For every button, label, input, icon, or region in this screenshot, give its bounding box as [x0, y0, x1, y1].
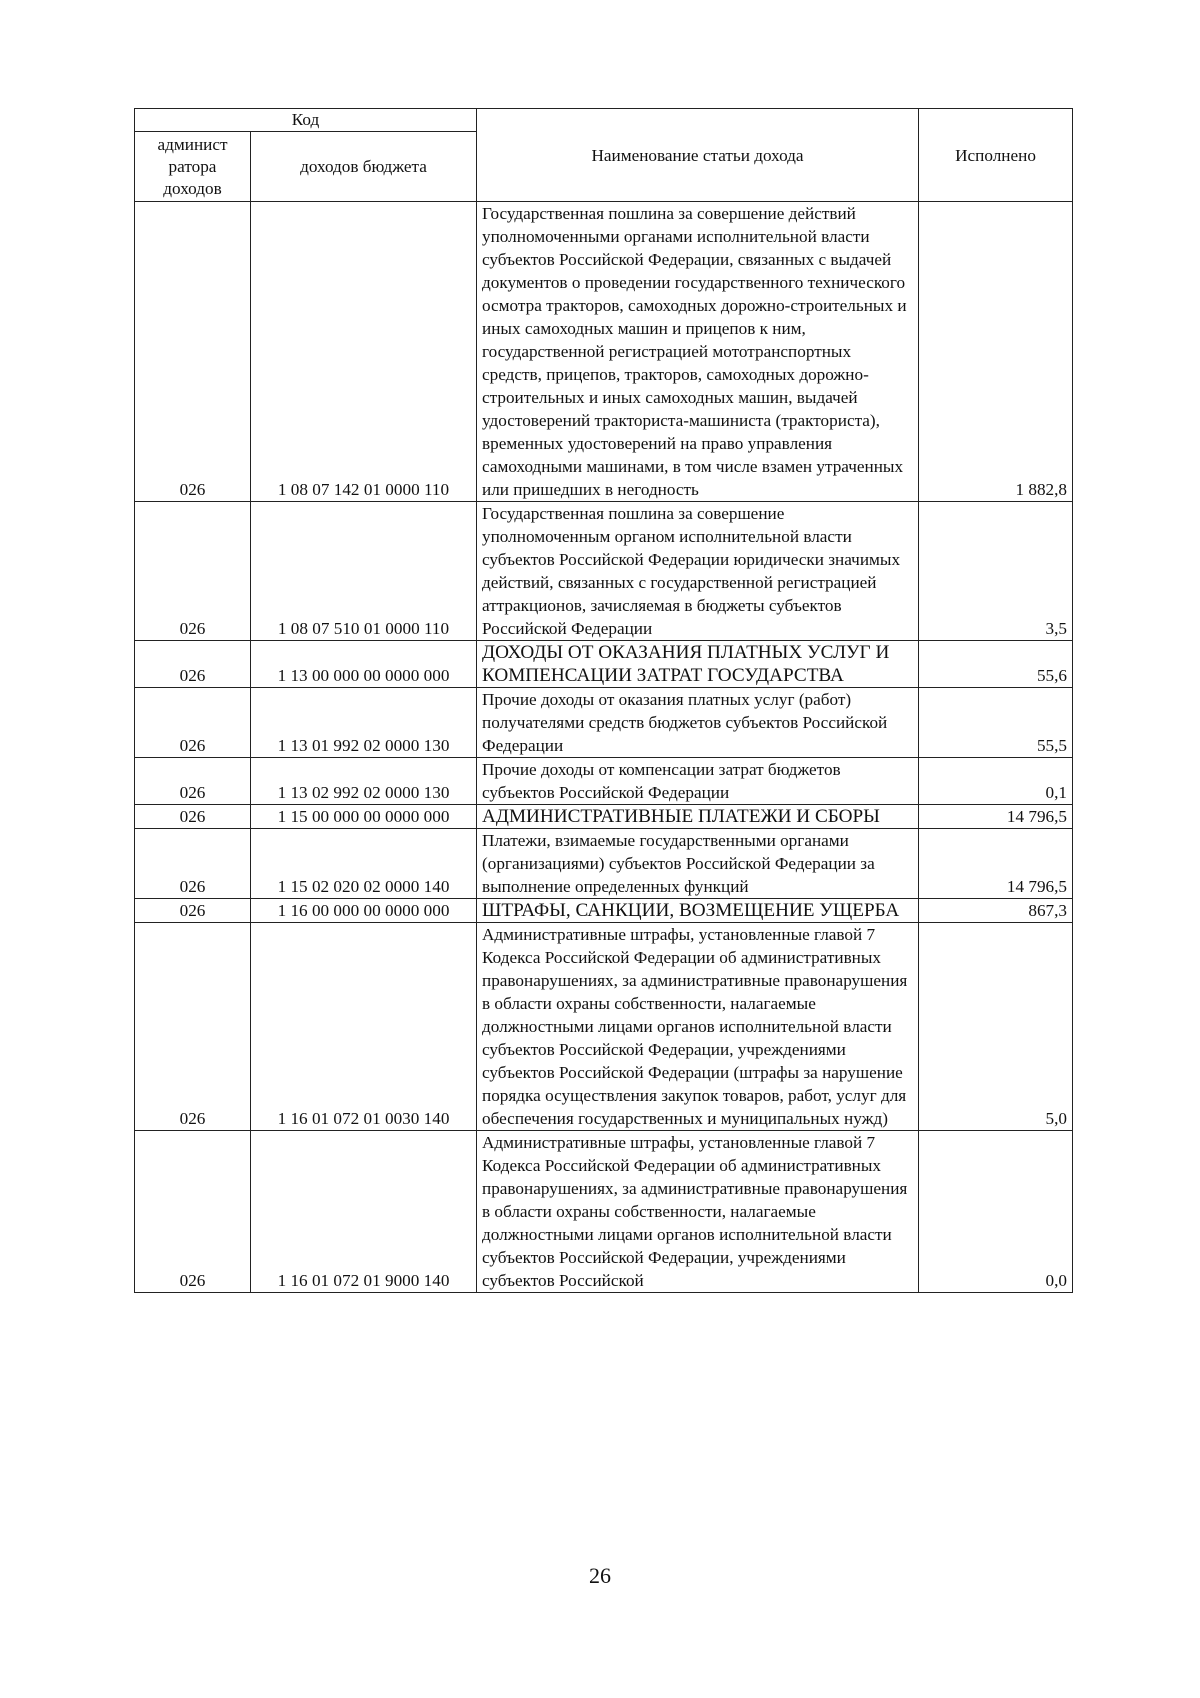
revenue-name-cell: АДМИНИСТРАТИВНЫЕ ПЛАТЕЖИ И СБОРЫ	[477, 805, 919, 829]
executed-amount-cell: 0,1	[919, 758, 1073, 805]
revenue-name-cell: Административные штрафы, установленные главой 7 Кодекса Российской Федерации об административных правонарушениях, за административные правонарушения в области охраны собственности, налагаемые должностными лицами органов исполнительной власти субъектов Российской Федерации, учреждениями субъектов Российской Федерации (штрафы за нарушение порядка осуществления закупок товаров, работ, услуг для обеспечения государственных и муниципальных нужд)	[477, 923, 919, 1131]
table-row	[135, 805, 1073, 829]
budget-code-cell: 1 13 02 992 02 0000 130	[251, 758, 477, 805]
budget-code-cell: 1 15 02 020 02 0000 140	[251, 829, 477, 899]
revenue-name-cell: ШТРАФЫ, САНКЦИИ, ВОЗМЕЩЕНИЕ УЩЕРБА	[477, 899, 919, 923]
budget-code-cell: 1 13 01 992 02 0000 130	[251, 688, 477, 758]
header-code: доходов бюджета	[251, 132, 477, 202]
table-body	[135, 202, 1073, 1293]
table-header	[135, 109, 1073, 202]
admin-code-cell: 026	[135, 923, 251, 1131]
admin-code-cell: 026	[135, 899, 251, 923]
table-row	[135, 758, 1073, 805]
header-admin: админист ратора доходов	[135, 132, 251, 202]
table-row	[135, 502, 1073, 641]
admin-code-cell: 026	[135, 829, 251, 899]
executed-amount-cell: 867,3	[919, 899, 1073, 923]
admin-code-cell: 026	[135, 805, 251, 829]
budget-code-cell: 1 16 01 072 01 0030 140	[251, 923, 477, 1131]
executed-amount-cell: 55,6	[919, 641, 1073, 688]
table-row	[135, 829, 1073, 899]
executed-amount-cell: 14 796,5	[919, 829, 1073, 899]
executed-amount-cell: 5,0	[919, 923, 1073, 1131]
header-name: Наименование статьи дохода	[477, 109, 919, 202]
budget-code-cell: 1 08 07 510 01 0000 110	[251, 502, 477, 641]
budget-code-cell: 1 13 00 000 00 0000 000	[251, 641, 477, 688]
revenue-name-cell: Прочие доходы от оказания платных услуг (работ) получателями средств бюджетов субъектов Российской Федерации	[477, 688, 919, 758]
executed-amount-cell: 0,0	[919, 1131, 1073, 1293]
table-row	[135, 641, 1073, 688]
revenue-name-cell: Государственная пошлина за совершение уполномоченным органом исполнительной власти субъектов Российской Федерации юридически значимых действий, связанных с государственной регистрацией аттракционов, зачисляемая в бюджеты субъектов Российской Федерации	[477, 502, 919, 641]
executed-amount-cell: 1 882,8	[919, 202, 1073, 502]
budget-code-cell: 1 15 00 000 00 0000 000	[251, 805, 477, 829]
budget-code-cell: 1 16 01 072 01 9000 140	[251, 1131, 477, 1293]
table-row	[135, 202, 1073, 502]
revenue-name-cell: ДОХОДЫ ОТ ОКАЗАНИЯ ПЛАТНЫХ УСЛУГ И КОМПЕНСАЦИИ ЗАТРАТ ГОСУДАРСТВА	[477, 641, 919, 688]
executed-amount-cell: 14 796,5	[919, 805, 1073, 829]
executed-amount-cell: 3,5	[919, 502, 1073, 641]
table-row	[135, 899, 1073, 923]
page-number: 26	[589, 1563, 611, 1588]
admin-code-cell: 026	[135, 502, 251, 641]
admin-code-cell: 026	[135, 202, 251, 502]
header-done: Исполнено	[919, 109, 1073, 202]
table-row	[135, 688, 1073, 758]
table-row	[135, 1131, 1073, 1293]
budget-code-cell: 1 08 07 142 01 0000 110	[251, 202, 477, 502]
admin-code-cell: 026	[135, 688, 251, 758]
budget-code-cell: 1 16 00 000 00 0000 000	[251, 899, 477, 923]
revenue-name-cell: Платежи, взимаемые государственными органами (организациями) субъектов Российской Федерации за выполнение определенных функций	[477, 829, 919, 899]
revenue-name-cell: Прочие доходы от компенсации затрат бюджетов субъектов Российской Федерации	[477, 758, 919, 805]
executed-amount-cell: 55,5	[919, 688, 1073, 758]
revenue-name-cell: Государственная пошлина за совершение действий уполномоченными органами исполнительной власти субъектов Российской Федерации, связанных с выдачей документов о проведении государственного технического осмотра тракторов, самоходных дорожно-строительных и иных самоходных машин и прицепов к ним, государственной регистрацией мототранспортных средств, прицепов, тракторов, самоходных дорожно-строительных и иных самоходных машин, выдачей удостоверений тракториста-машиниста (тракториста), временных удостоверений на право управления самоходными машинами, в том числе взамен утраченных или пришедших в негодность	[477, 202, 919, 502]
revenue-name-cell: Административные штрафы, установленные главой 7 Кодекса Российской Федерации об административных правонарушениях, за административные правонарушения в области охраны собственности, налагаемые должностными лицами органов исполнительной власти субъектов Российской Федерации, учреждениями субъектов Российской	[477, 1131, 919, 1293]
admin-code-cell: 026	[135, 641, 251, 688]
header-kod: Код	[135, 109, 477, 132]
table-row	[135, 923, 1073, 1131]
admin-code-cell: 026	[135, 1131, 251, 1293]
revenue-table	[134, 108, 1073, 1293]
admin-code-cell: 026	[135, 758, 251, 805]
